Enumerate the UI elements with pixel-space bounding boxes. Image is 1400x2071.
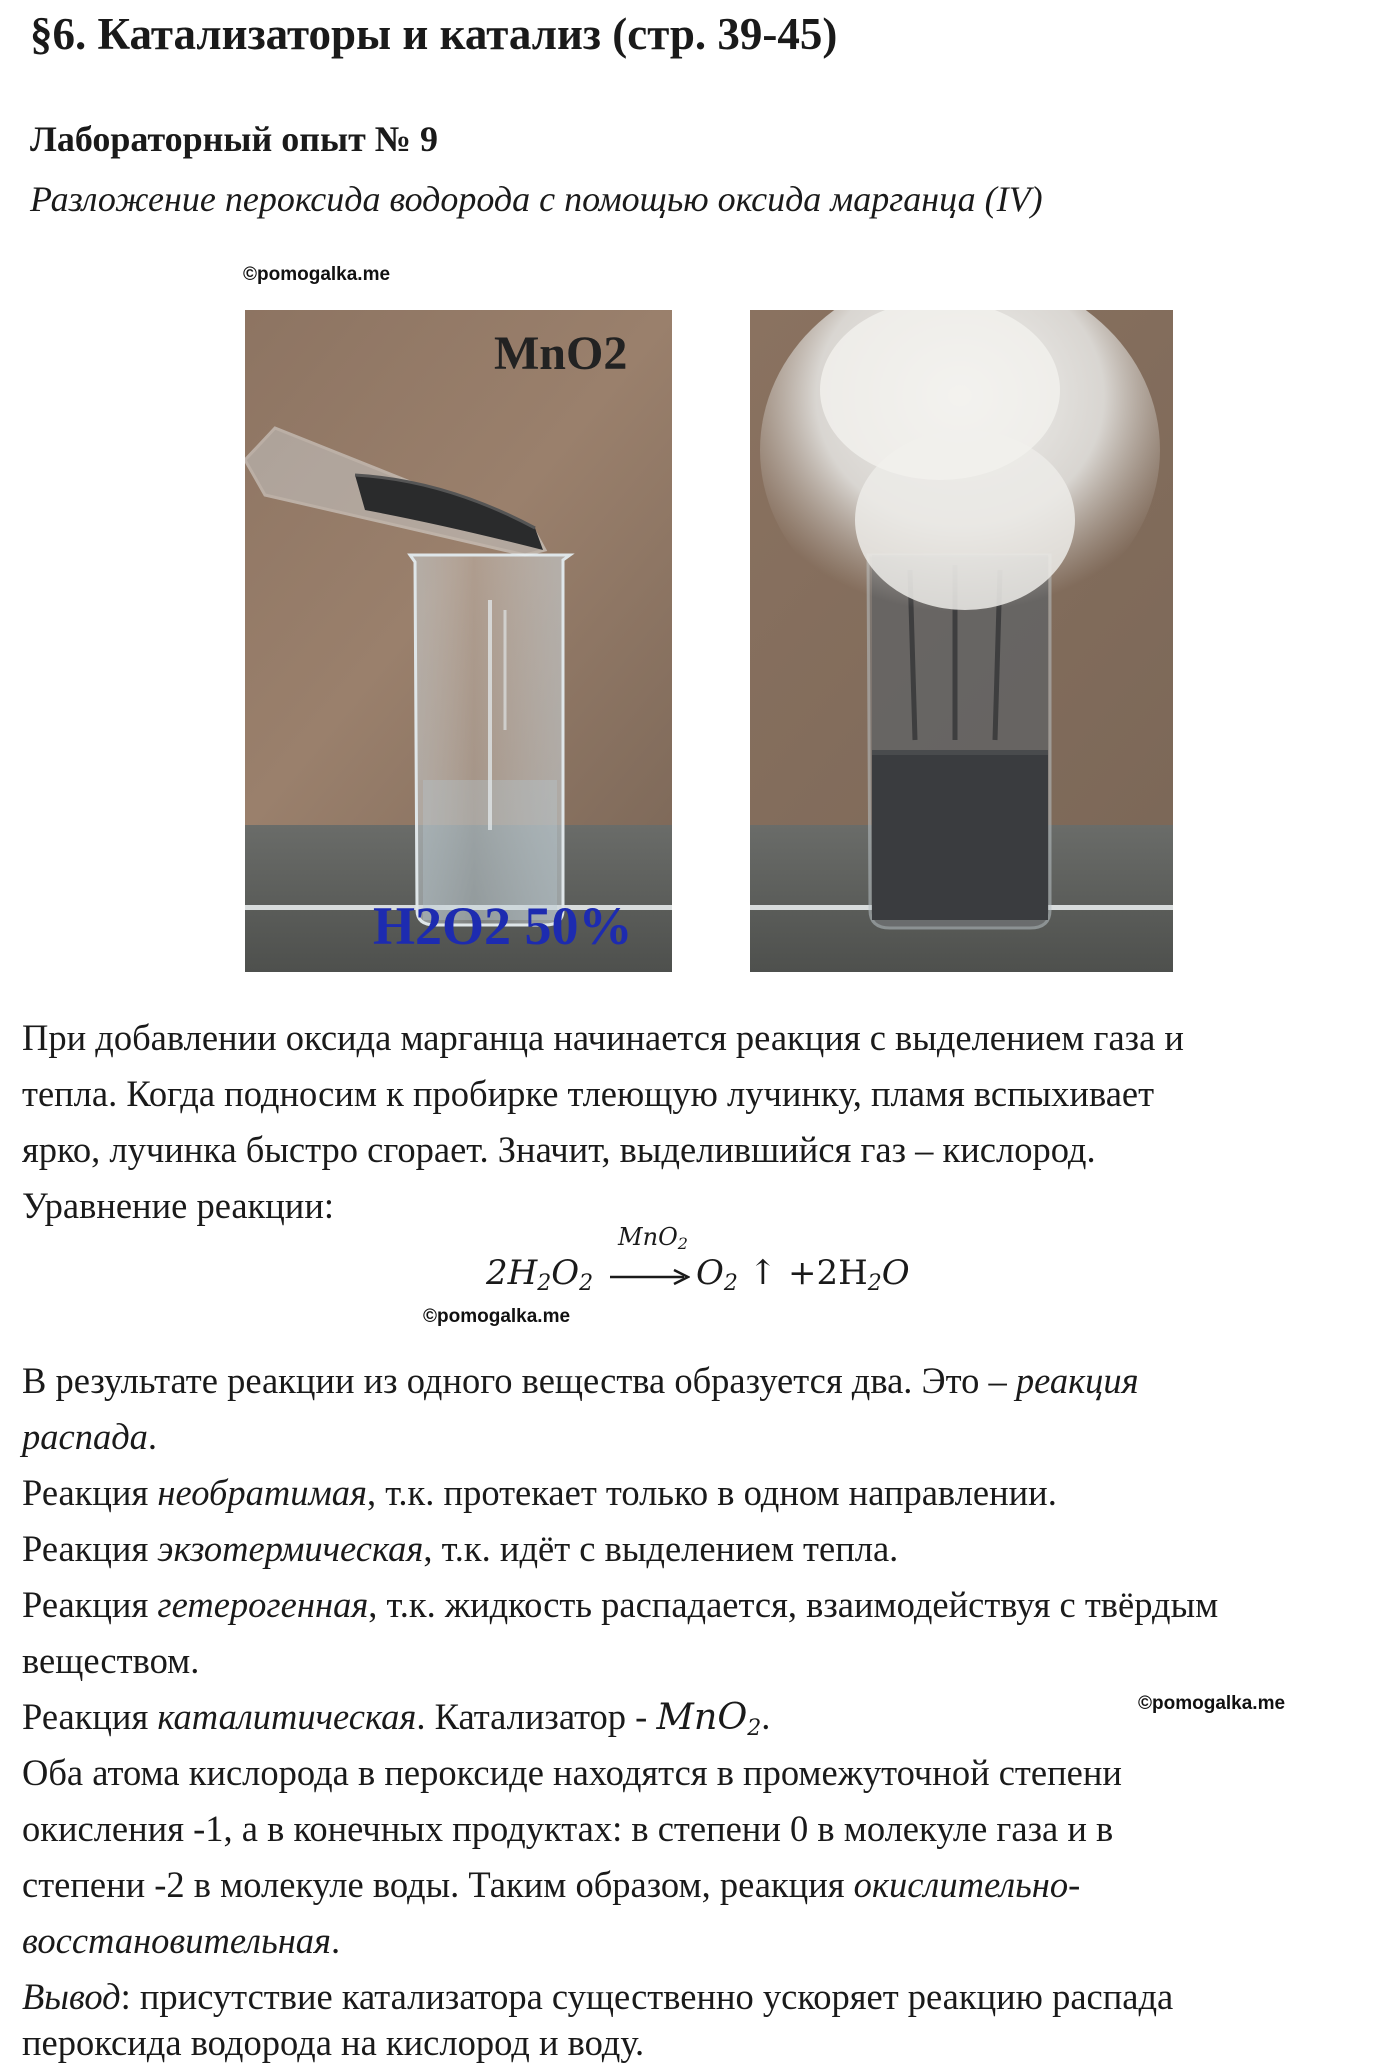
- text-span: Реакция: [22, 1584, 158, 1625]
- text-span: , т.к. идёт с выделением тепла.: [423, 1528, 899, 1569]
- text-emphasis: гетерогенная: [157, 1584, 369, 1625]
- watermark: ©pomogalka.me: [423, 1306, 571, 1327]
- photo-during-reaction: [750, 310, 1173, 972]
- text-span: , т.к. жидкость распадается, взаимодействуя с твёрдым: [368, 1584, 1219, 1625]
- eq-text: ↑ +2H: [737, 1253, 868, 1293]
- lab-experiment-title: Лабораторный опыт № 9: [30, 119, 438, 159]
- text-line: [22, 1360, 1139, 1401]
- text-line: Уравнение реакции:: [22, 1185, 335, 1226]
- text-emphasis: окислительно-: [853, 1864, 1081, 1905]
- text-line: [22, 1472, 1057, 1513]
- text-line: [22, 1584, 1219, 1625]
- photo-before-reaction: [245, 310, 672, 972]
- beaker-pouring-illustration: [245, 310, 672, 972]
- text-emphasis: восстановительная: [22, 1920, 332, 1961]
- text-span: степени -2 в молекуле воды. Таким образом, реакция: [22, 1864, 854, 1905]
- text-emphasis: экзотермическая: [157, 1528, 424, 1569]
- text-line: При добавлении оксида марганца начинается реакция с выделением газа и: [22, 1017, 1184, 1058]
- text-line: окисления -1, а в конечных продуктах: в степени 0 в молекуле газа и в: [22, 1808, 1114, 1849]
- text-span: Реакция: [22, 1472, 158, 1513]
- catalyst-formula: MnO: [656, 1695, 748, 1738]
- text-emphasis: необратимая: [157, 1472, 367, 1513]
- eq-text: 2H: [486, 1253, 538, 1293]
- eq-text: O: [551, 1253, 580, 1293]
- text-emphasis: каталитическая: [157, 1696, 417, 1737]
- eq-sub: 2: [867, 1271, 882, 1296]
- text-emphasis: реакция: [1015, 1360, 1139, 1401]
- text-line: [22, 1864, 1081, 1905]
- text-line: веществом.: [22, 1640, 200, 1681]
- text-emphasis: распада: [22, 1416, 148, 1457]
- text-span: : присутствие катализатора существенно ускоряет реакцию распада: [120, 1976, 1174, 2017]
- text-span: .: [331, 1920, 341, 1961]
- text-span: .: [761, 1696, 771, 1737]
- watermark: ©pomogalka.me: [1138, 1693, 1286, 1714]
- text-line: [22, 1528, 899, 1569]
- text-span: . Катализатор -: [416, 1696, 657, 1737]
- formula-sub: 2: [747, 1716, 762, 1741]
- text-line: [22, 1920, 341, 1961]
- eq-text: MnO: [618, 1223, 678, 1251]
- text-span: , т.к. протекает только в одном направлении.: [366, 1472, 1057, 1513]
- text-line: [22, 1416, 158, 1457]
- lab-experiment-subtitle: Разложение пероксида водорода с помощью оксида марганца (IV): [30, 179, 1043, 219]
- eq-sub: 2: [579, 1271, 594, 1296]
- text-line: ярко, лучинка быстро сгорает. Значит, выделившийся газ – кислород.: [22, 1129, 1096, 1170]
- eq-sub: 2: [677, 1234, 688, 1253]
- text-line: Оба атома кислорода в пероксиде находятся в промежуточной степени: [22, 1752, 1122, 1793]
- photo-label-h2o2: H2O2 50%: [373, 896, 633, 956]
- equation-reactant: [486, 1253, 593, 1296]
- photo-label-mno2: MnO2: [494, 327, 628, 380]
- eq-sub: 2: [537, 1271, 552, 1296]
- text-line: пероксида водорода на кислород и воду.: [22, 2022, 645, 2063]
- equation-products: [696, 1253, 910, 1296]
- text-line: [22, 1695, 771, 1741]
- text-span: Реакция: [22, 1528, 158, 1569]
- eq-text: O: [881, 1253, 910, 1293]
- reaction-arrow-icon: [608, 1225, 690, 1305]
- text-line: [22, 1976, 1174, 2017]
- text-span: В результате реакции из одного вещества образуется два. Это –: [22, 1360, 1016, 1401]
- watermark: ©pomogalka.me: [243, 264, 391, 285]
- text-line: тепла. Когда подносим к пробирке тлеющую лучинку, пламя вспыхивает: [22, 1073, 1155, 1114]
- eq-sub: 2: [723, 1271, 738, 1296]
- eq-text: O: [696, 1253, 724, 1293]
- text-span: Реакция: [22, 1696, 158, 1737]
- text-emphasis: Вывод: [22, 1976, 121, 2017]
- page-title: §6. Катализаторы и катализ (стр. 39-45): [30, 9, 838, 59]
- text-span: .: [147, 1416, 158, 1457]
- beaker-reaction-illustration: [750, 310, 1173, 972]
